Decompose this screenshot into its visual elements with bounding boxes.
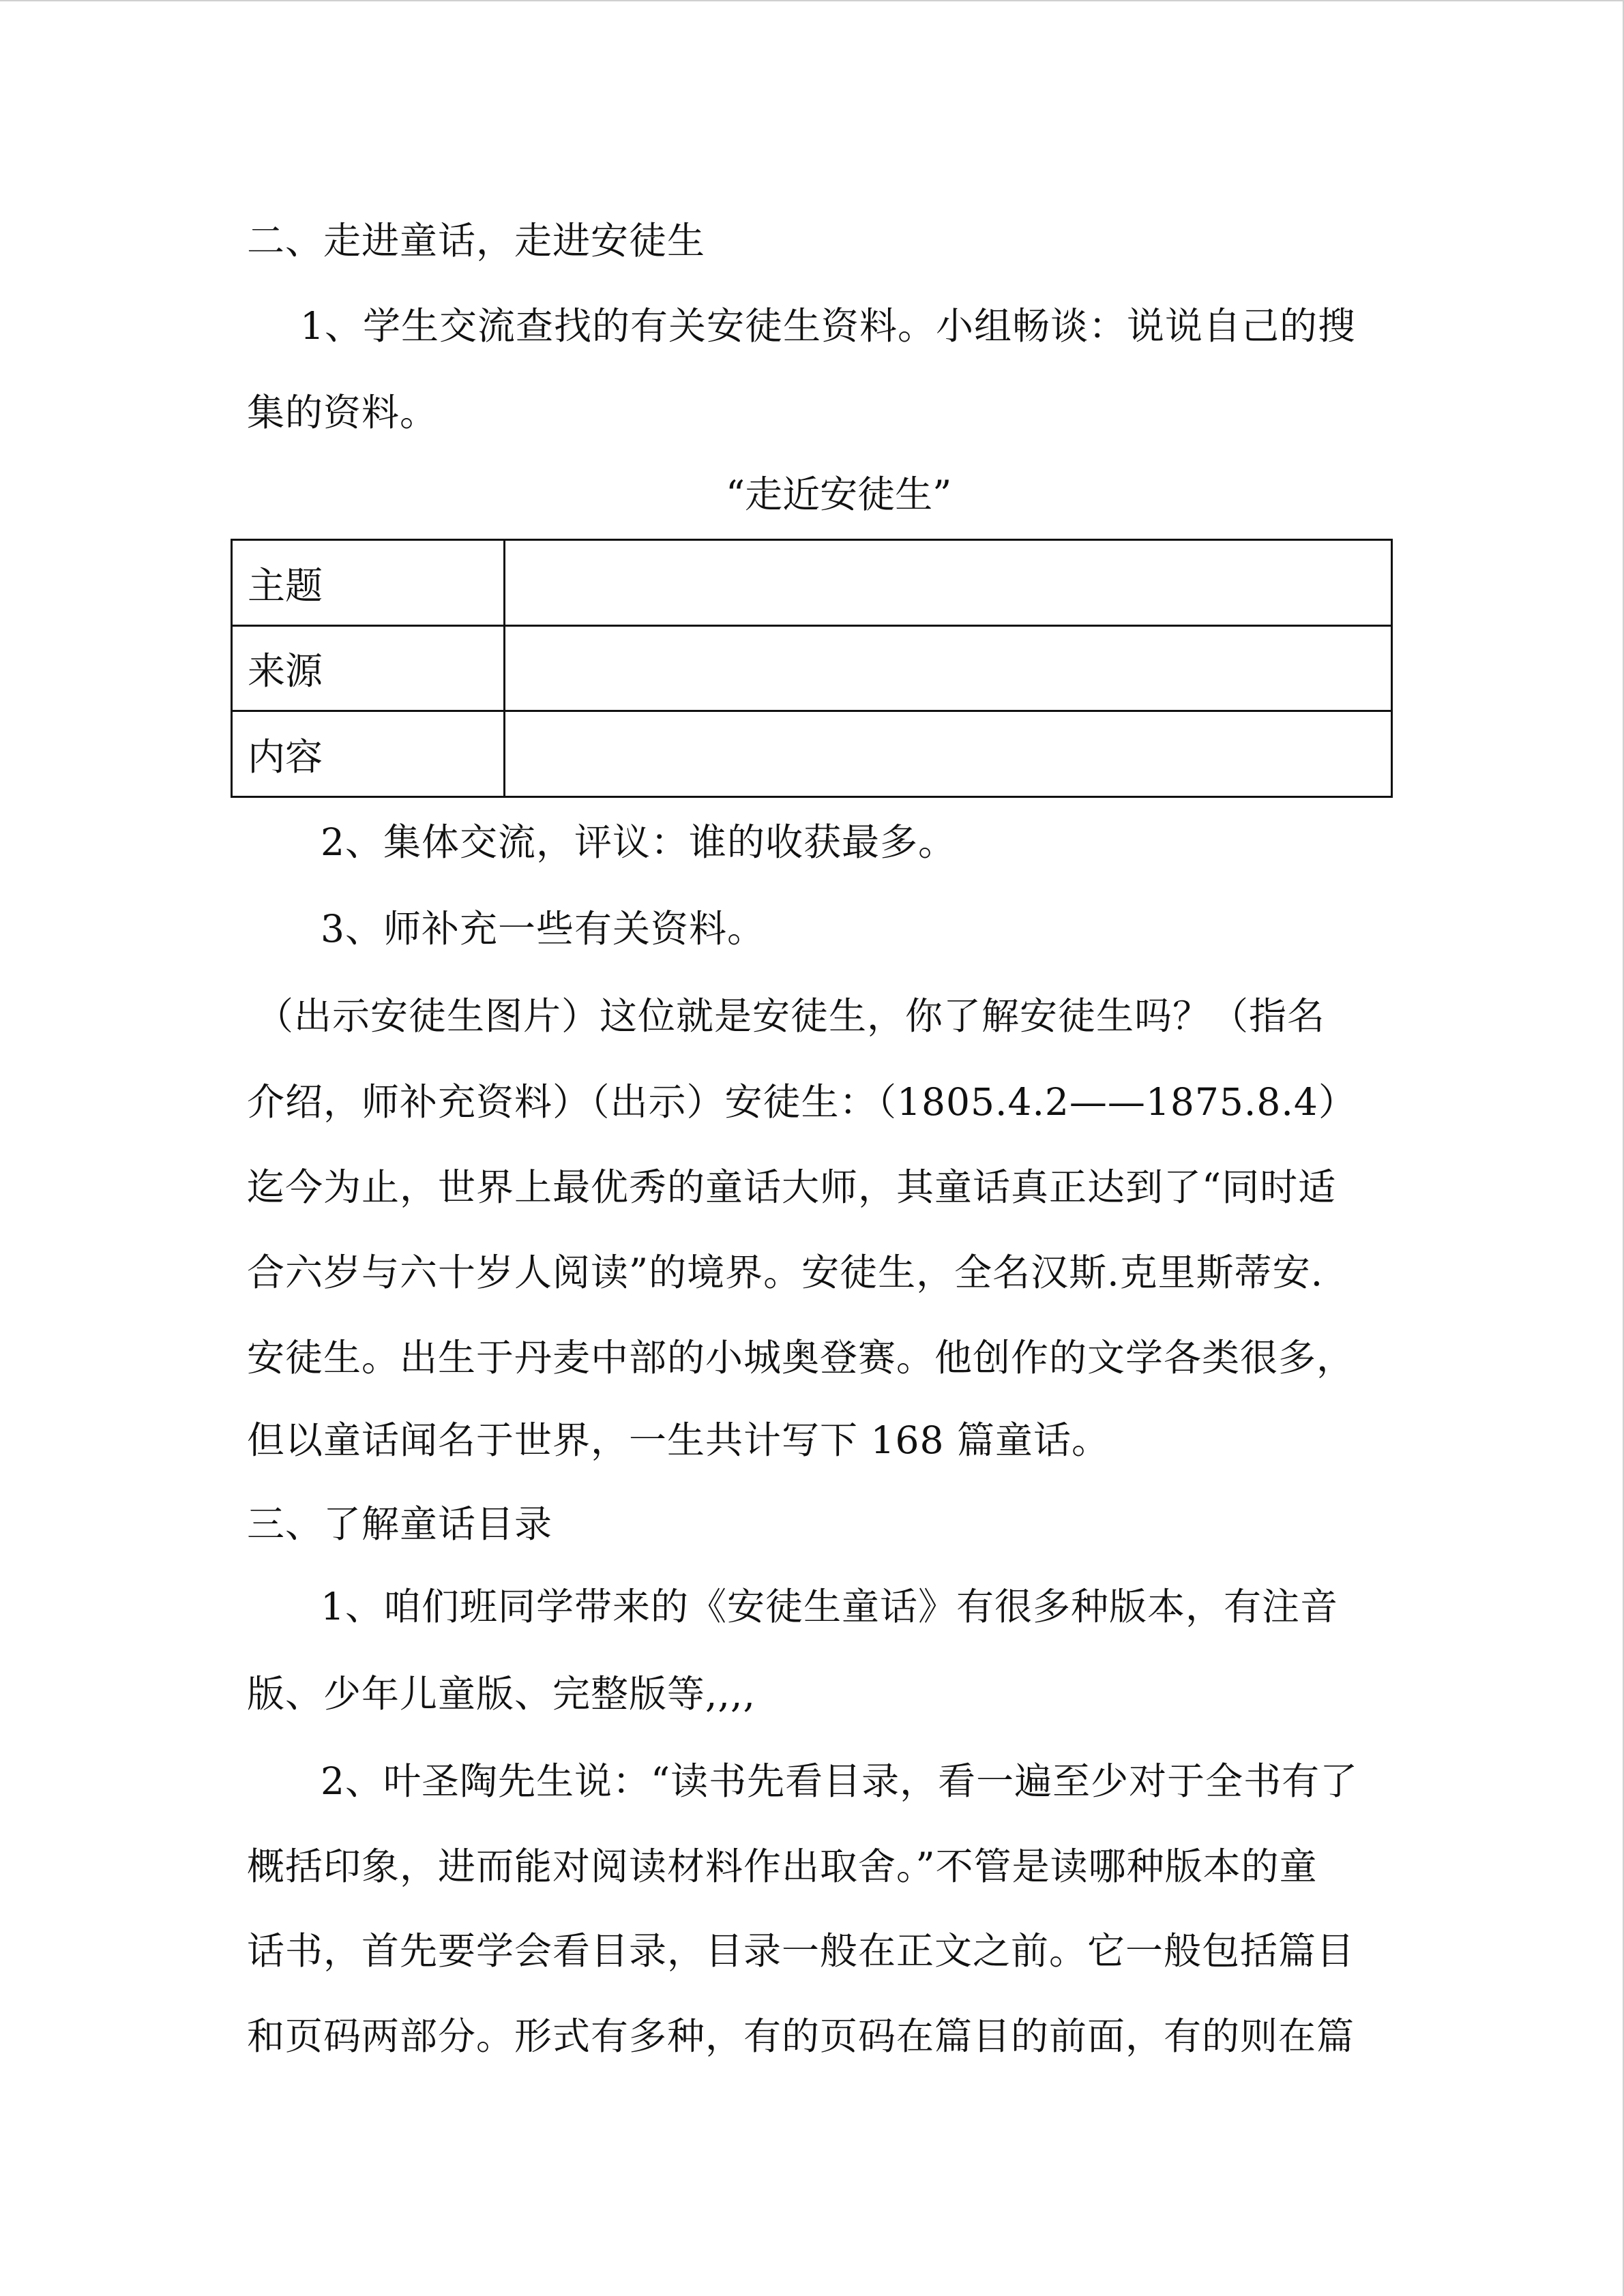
- section-three-item-2-line-2: 概括印象，进而能对阅读材料作出取舍。”不管是读哪种版本的童: [247, 1845, 1318, 1888]
- paragraph-line-3: 迄今为止，世界上最优秀的童话大师，其童话真正达到了“同时适: [247, 1165, 1337, 1209]
- table-row-topic: [232, 540, 1392, 626]
- paragraph-line-6: 但以童话闻名于世界，一生共计写下 168 篇童话。: [247, 1418, 1110, 1462]
- section-three-item-2-line-3: 话书，首先要学会看目录，目录一般在正文之前。它一般包括篇目: [247, 1929, 1355, 1973]
- section-three-item-1-line-2: 版、少年儿童版、完整版等,,,,: [247, 1672, 756, 1716]
- item-3: 3、师补充一些有关资料。: [321, 907, 765, 951]
- item-1-line-1: 1、学生交流查找的有关安徒生资料。小组畅谈：说说自己的搜: [300, 304, 1356, 348]
- section-two-title: 二、走进童话，走进安徒生: [247, 219, 706, 263]
- table-row-source: [232, 625, 1392, 711]
- section-three-title: 三、了解童话目录: [247, 1502, 553, 1546]
- table-value-source: [505, 625, 1392, 711]
- author-info-table: [231, 539, 1393, 798]
- item-2: 2、集体交流，评议：谁的收获最多。: [321, 820, 956, 864]
- paragraph-line-2: 介绍，师补充资料）（出示）安徒生：（1805.4.2——1875.8.4）: [247, 1080, 1357, 1124]
- table-label-topic: 主题: [232, 540, 505, 626]
- table-value-topic: [505, 540, 1392, 626]
- table-label-content: 内容: [232, 711, 505, 797]
- paragraph-line-1: （出示安徒生图片）这位就是安徒生，你了解安徒生吗？（指名: [256, 994, 1326, 1038]
- section-three-item-1-line-1: 1、咱们班同学带来的《安徒生童话》有很多种版本，有注音: [321, 1585, 1338, 1628]
- table-caption: “走近安徒生”: [726, 473, 952, 516]
- section-three-item-2-line-4: 和页码两部分。形式有多种，有的页码在篇目的前面，有的则在篇: [247, 2014, 1355, 2058]
- paragraph-line-4: 合六岁与六十岁人阅读”的境界。安徒生，全名汉斯.克里斯蒂安.: [247, 1251, 1324, 1294]
- paragraph-line-5: 安徒生。出生于丹麦中部的小城奥登赛。他创作的文学各类很多，: [247, 1336, 1355, 1380]
- table-label-source: 来源: [232, 625, 505, 711]
- section-three-item-2-line-1: 2、叶圣陶先生说：“读书先看目录，看一遍至少对于全书有了: [321, 1759, 1359, 1803]
- item-1-line-2: 集的资料。: [247, 391, 439, 434]
- table-row-content: [232, 711, 1392, 797]
- table-value-content: [505, 711, 1392, 797]
